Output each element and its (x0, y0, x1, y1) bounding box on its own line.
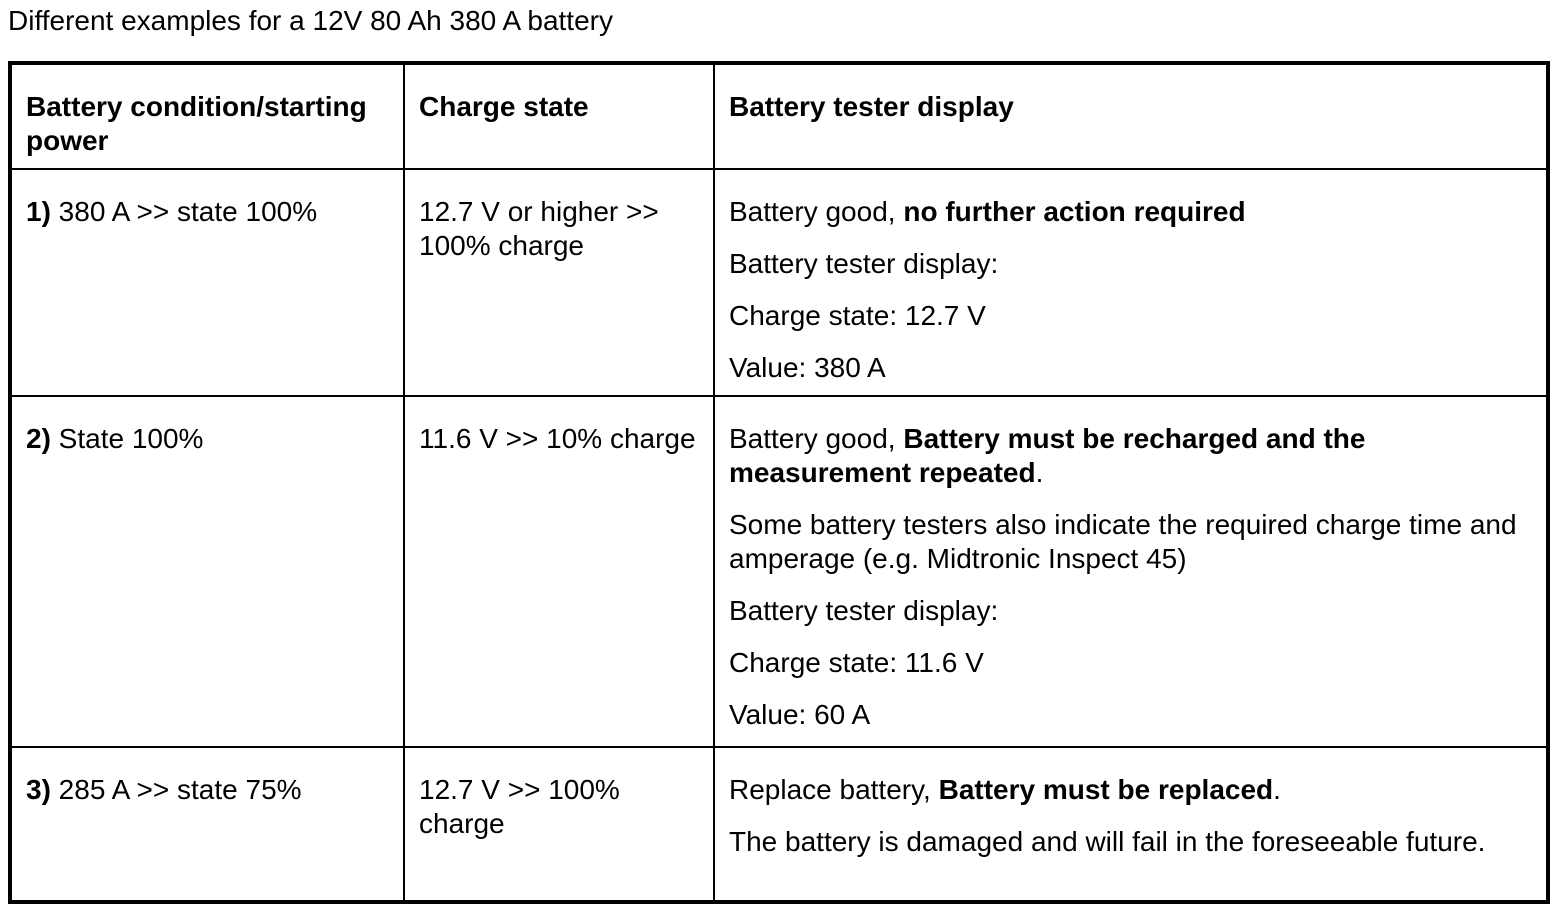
row1-condition: 380 A >> state 100% (50, 196, 318, 227)
row2-display-line4: Charge state: 11.6 V (729, 647, 984, 678)
row3-charge-cell (404, 747, 714, 902)
row3-display-status (729, 773, 1534, 807)
row2-charge-cell (404, 396, 714, 747)
row1-condition-cell (10, 169, 404, 396)
header-battery-condition-label: Battery condition/starting power (26, 91, 367, 156)
row3-charge: 12.7 V >> 100% charge (419, 774, 620, 839)
row2-display-line2: Some battery testers also indicate the required charge time and amperage (e.g. Midtronic Inspect 45) (729, 509, 1517, 574)
row3-condition-cell (10, 747, 404, 902)
document-caption: Different examples for a 12V 80 Ah 380 A battery (8, 5, 613, 36)
header-charge-state-label: Charge state (419, 91, 589, 122)
row3-status-bold: Battery must be replaced (938, 774, 1274, 805)
row2-status-normal: Battery good, (729, 423, 904, 454)
battery-examples-table (8, 61, 1550, 904)
row2-display-cell (714, 396, 1548, 747)
row1-display-cell (714, 169, 1548, 396)
row2-condition: State 100% (50, 423, 204, 454)
row1-display-line3: Charge state: 12.7 V (729, 300, 986, 331)
row3-display-line2: The battery is damaged and will fail in the foreseeable future. (729, 826, 1486, 857)
header-battery-condition (10, 63, 404, 169)
row3-number: 3) (26, 774, 51, 805)
row1-charge-cell (404, 169, 714, 396)
table-header-row (10, 63, 1548, 169)
row3-status-end: . (1273, 774, 1281, 805)
row2-display-line5: Value: 60 A (729, 699, 871, 730)
row1-number: 1) (26, 196, 51, 227)
row1-charge: 12.7 V or higher >> 100% charge (419, 196, 659, 261)
row2-status-bold: Battery must be recharged and the measurement repeated (729, 423, 1366, 488)
row1-status-bold: no further action required (903, 196, 1246, 227)
row2-display-status (729, 422, 1534, 490)
row2-charge: 11.6 V >> 10% charge (419, 423, 696, 454)
row1-display-line2: Battery tester display: (729, 248, 999, 279)
header-tester-display-label: Battery tester display (729, 91, 1014, 122)
row3-condition: 285 A >> state 75% (50, 774, 302, 805)
header-charge-state (404, 63, 714, 169)
row2-condition-cell (10, 396, 404, 747)
row3-status-normal: Replace battery, (729, 774, 939, 805)
row2-number: 2) (26, 423, 51, 454)
table-row (10, 396, 1548, 747)
row1-status-normal: Battery good, (729, 196, 904, 227)
table-row (10, 747, 1548, 902)
header-tester-display (714, 63, 1548, 169)
table-row (10, 169, 1548, 396)
row2-status-end: . (1035, 457, 1044, 488)
row1-display-status (729, 195, 1534, 229)
row1-display-line4: Value: 380 A (729, 352, 886, 383)
row3-display-cell (714, 747, 1548, 902)
row2-display-line3: Battery tester display: (729, 595, 999, 626)
